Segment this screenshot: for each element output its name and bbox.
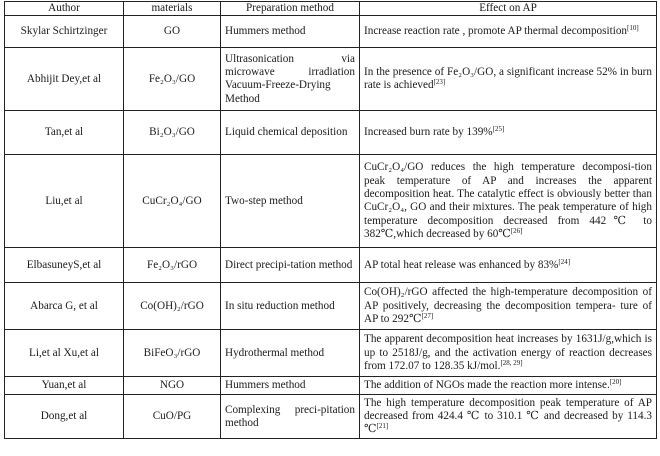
effect-text: The high temperature decomposition peak temperature of AP decreased from 424.4 ℃ to 310.1 ℃ and decreased by 114.3 ℃ — [364, 396, 652, 436]
effect-cell — [360, 330, 657, 377]
header-effect-on-ap: Effect on AP — [360, 2, 657, 16]
effect-text: The apparent decomposition heat increases by 1631J/g,which is up to 2518J/g, and the activation energy of reaction decreases from 172.07 to 128.35 kJ/mol. — [364, 333, 652, 372]
reference-marker: [24] — [558, 257, 571, 266]
effect-cell — [360, 155, 657, 248]
method-cell: Hummers method — [221, 377, 360, 395]
effect-text: Increased burn rate by 139% — [364, 126, 493, 139]
table-row — [5, 48, 657, 111]
method-cell: Liquid chemical deposition — [221, 111, 360, 155]
author-cell: Li,et al Xu,et al — [5, 330, 124, 377]
method-cell: Two-step method — [221, 155, 360, 248]
table-row — [5, 111, 657, 155]
header-materials: materials — [124, 2, 221, 16]
effect-cell — [360, 395, 657, 439]
material-cell: Fe₂O₃/rGO — [124, 248, 221, 283]
effect-cell — [360, 48, 657, 111]
material-cell: Fe₂O₃/GO — [124, 48, 221, 111]
table-row — [5, 377, 657, 395]
author-cell: Liu,et al — [5, 155, 124, 248]
reference-marker: [21] — [376, 422, 389, 431]
table-row — [5, 395, 657, 439]
reference-marker: [23] — [433, 78, 446, 87]
effect-cell — [360, 111, 657, 155]
material-cell: Bi₂O₃/GO — [124, 111, 221, 155]
reference-marker: [20] — [609, 378, 622, 387]
material-cell: GO — [124, 16, 221, 48]
reference-marker: [27] — [421, 311, 434, 320]
effect-text: In the presence of Fe₂O₃/GO, a significant increase 52% in burn rate is achieved — [364, 66, 652, 92]
method-cell: Direct precipi-tation method — [221, 248, 360, 283]
author-cell: Abhijit Dey,et al — [5, 48, 124, 111]
catalyst-table — [4, 1, 657, 439]
effect-text: AP total heat release was enhanced by 83% — [364, 258, 559, 271]
effect-cell — [360, 16, 657, 48]
method-cell: In situ reduction method — [221, 283, 360, 330]
material-cell: CuO/PG — [124, 395, 221, 439]
author-cell: Dong,et al — [5, 395, 124, 439]
material-cell: Co(OH)₂/rGO — [124, 283, 221, 330]
table-row — [5, 16, 657, 48]
method-cell: Hydrothermal method — [221, 330, 360, 377]
header-author: Author — [5, 2, 124, 16]
header-row — [5, 2, 657, 16]
method-cell: Hummers method — [221, 16, 360, 48]
effect-cell — [360, 283, 657, 330]
method-cell: Ultrasonication via microwave irradiation Vacuum-Freeze-Drying Method — [221, 48, 360, 111]
author-cell: Abarca G, et al — [5, 283, 124, 330]
method-cell: Complexing preci-pitation method — [221, 395, 360, 439]
reference-marker: [26] — [510, 226, 523, 235]
reference-marker: [10] — [627, 24, 639, 33]
author-cell: ElbasuneyS,et al — [5, 248, 124, 283]
material-cell: CuCr₂O₄/GO — [124, 155, 221, 248]
author-cell: Tan,et al — [5, 111, 124, 155]
header-preparation-method: Preparation method — [221, 2, 360, 16]
table-row — [5, 330, 657, 377]
table-row — [5, 283, 657, 330]
author-cell: Yuan,et al — [5, 377, 124, 395]
table-row — [5, 155, 657, 248]
author-cell: Skylar Schirtzinger — [5, 16, 124, 48]
material-cell: NGO — [124, 377, 221, 395]
effect-cell — [360, 377, 657, 395]
material-cell: BiFeO₃/rGO — [124, 330, 221, 377]
effect-cell — [360, 248, 657, 283]
table-row — [5, 248, 657, 283]
effect-text: Increase reaction rate , promote AP thermal decomposition — [364, 25, 628, 38]
effect-text: Co(OH)₂/rGO affected the high-temperature decomposition of AP positively, decreasing the decomposition tempera- ture of AP to 292℃ — [364, 286, 652, 325]
effect-text: CuCr₂O₄/GO reduces the high temperature decomposi-tion peak temperature of AP and increases the apparent decomposition heat. The catalytic effect is obviously better than CuCr₂O₄, GO and their mixtures. The peak temperature of high temperature decomposition decreased from 442℃ to 382℃,which decreased by 60℃ — [364, 161, 652, 240]
reference-marker: [28, 29] — [500, 358, 523, 367]
effect-text: The addition of NGOs made the reaction more intense. — [364, 379, 610, 392]
reference-marker: [25] — [492, 125, 505, 134]
